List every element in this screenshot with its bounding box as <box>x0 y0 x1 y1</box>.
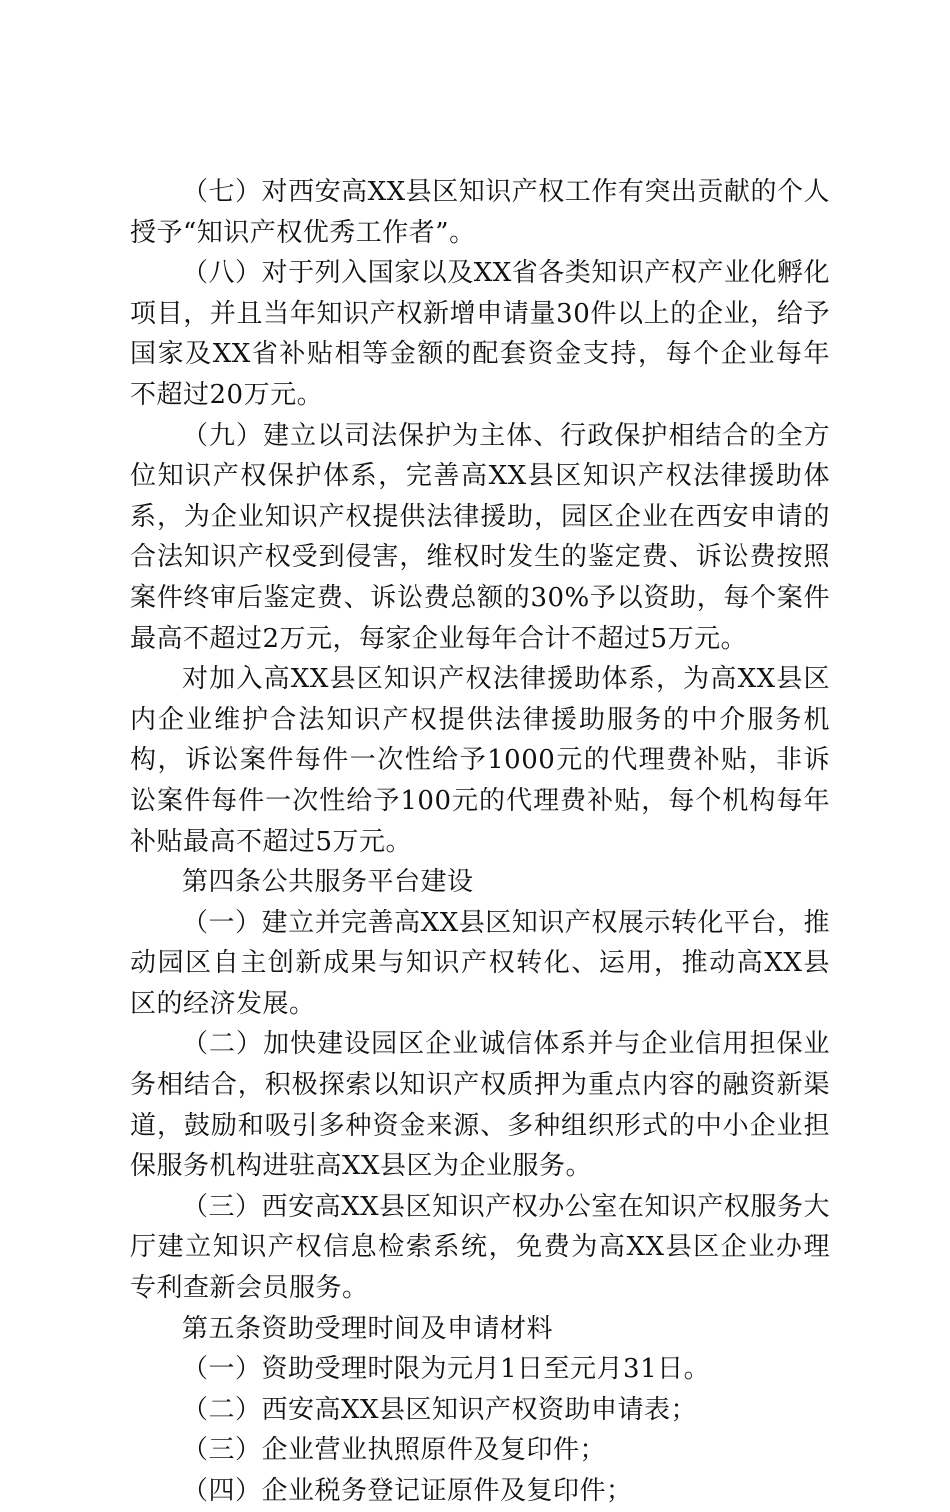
paragraph-article-4-item-2: （二）加快建设园区企业诚信体系并与企业信用担保业务相结合，积极探索以知识产权质押为重点内容的融资新渠道，鼓励和吸引多种资金来源、多种组织形式的中小企业担保服务机构进驻高XX县区为企业服务。 <box>130 1029 830 1182</box>
paragraph-item-7: （七）对西安高XX县区知识产权工作有突出贡献的个人授予“知识产权优秀工作者”。 <box>130 177 830 248</box>
paragraph-item-8: （八）对于列入国家以及XX省各类知识产权产业化孵化项目，并且当年知识产权新增申请量30件以上的企业，给予国家及XX省补贴相等金额的配套资金支持，每个企业每年不超过20万元。 <box>130 258 830 410</box>
document-body <box>130 172 830 1512</box>
paragraph-article-4-item-3: （三）西安高XX县区知识产权办公室在知识产权服务大厅建立知识产权信息检索系统，免费为高XX县区企业办理专利查新会员服务。 <box>130 1191 830 1304</box>
paragraph-article-5-item-3: （三）企业营业执照原件及复印件； <box>182 1435 607 1466</box>
paragraph-article-5-item-2: （二）西安高XX县区知识产权资助申请表； <box>182 1394 698 1425</box>
paragraph-article-4-item-1: （一）建立并完善高XX县区知识产权展示转化平台，推动园区自主创新成果与知识产权转化、运用，推动高XX县区的经济发展。 <box>130 907 830 1019</box>
paragraph-legal-aid-agencies: 对加入高XX县区知识产权法律援助体系，为高XX县区内企业维护合法知识产权提供法律援助服务的中介服务机构，诉讼案件每件一次性给予1000元的代理费补贴，非诉讼案件每件一次性给予100元的代理费补贴，每个机构每年补贴最高不超过5万元。 <box>130 664 830 857</box>
paragraph-article-5-item-1: （一）资助受理时限为元月1日至元月31日。 <box>182 1354 711 1385</box>
section-heading-article-4: 第四条公共服务平台建设 <box>182 867 474 898</box>
paragraph-article-5-item-4: （四）企业税务登记证原件及复印件； <box>182 1476 633 1506</box>
paragraph-item-9: （九）建立以司法保护为主体、行政保护相结合的全方位知识产权保护体系，完善高XX县区知识产权法律援助体系，为企业知识产权提供法律援助，园区企业在西安申请的合法知识产权受到侵害，维权时发生的鉴定费、诉讼费按照案件终审后鉴定费、诉讼费总额的30%予以资助，每个案件最高不超过2万元，每家企业每年合计不超过5万元。 <box>130 420 830 654</box>
section-heading-article-5: 第五条资助受理时间及申请材料 <box>182 1313 554 1344</box>
